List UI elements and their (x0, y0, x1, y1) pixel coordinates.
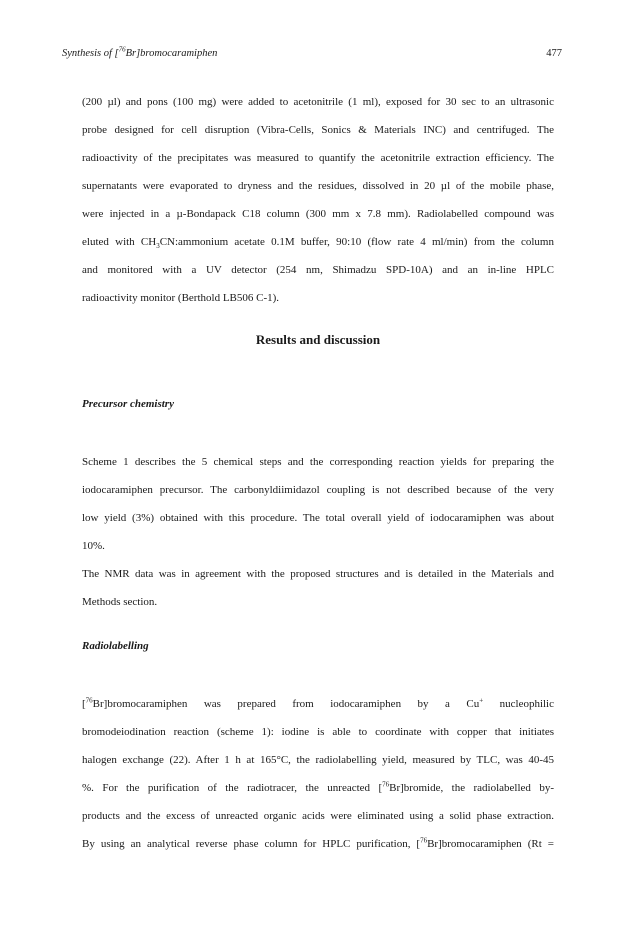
radiolabelling-paragraph (82, 690, 554, 858)
methods-paragraph (82, 88, 554, 312)
text-line: By using an analytical reverse phase column for HPLC purification, [$^{76}$Br]bromocaramiphen (Rt = (82, 836, 555, 850)
precursor-paragraph (82, 448, 554, 616)
subsection-heading-radiolabelling: Radiolabelling (82, 640, 149, 652)
text-line: Methods section. (82, 596, 158, 608)
text-line: low yield (3%) obtained with this procedure. The total overall yield of iodocaramiphen was about (82, 512, 554, 524)
text-line: eluted with $CH_3CN:ammonium$ acetate 0.1M buffer, 90:10 (flow rate 4 ml/min) from the column (82, 236, 554, 251)
subsection-heading-precursor: Precursor chemistry (82, 398, 174, 410)
text-line: halogen exchange (22). After 1 h at 165°C, the radiolabelling yield, measured by TLC, was 40-45 (82, 754, 554, 766)
running-header (62, 45, 562, 64)
text-line: radioactivity monitor (Berthold LB506 C-1). (82, 292, 280, 304)
page-number: 477 (546, 48, 562, 59)
text-line: were injected in a µ-Bondapack C18 column (300 mm x 7.8 mm). Radiolabelled compound was (82, 208, 554, 220)
text-line: bromodeiodination reaction (scheme 1): iodine is able to coordinate with copper that initiates (82, 726, 554, 738)
text-line: probe designed for cell disruption (Vibra-Cells, Sonics & Materials INC) and centrifuged. The (82, 124, 554, 136)
text-line: iodocaramiphen precursor. The carbonyldiimidazol coupling is not described because of the very (82, 484, 554, 496)
text-line: products and the excess of unreacted organic acids were eliminated using a solid phase extraction. (82, 810, 554, 822)
text-line: and monitored with a UV detector (254 nm, Shimadzu SPD-10A) and an in-line HPLC (82, 264, 554, 276)
text-line: radioactivity of the precipitates was measured to quantify the acetonitrile extraction efficiency. The (82, 152, 554, 164)
section-heading: Results and discussion (255, 332, 381, 347)
text-line: %. For the purification of the radiotracer, the unreacted [$^{76}$Br]bromide, the radiolabelled by- (82, 780, 554, 794)
running-title: Synthesis of [$^{76}$Br]bromocaramiphen (62, 45, 218, 59)
text-line: (200 µl) and pons (100 mg) were added to acetonitrile (1 ml), exposed for 30 sec to an ultrasonic (82, 96, 554, 108)
text-line: supernatants were evaporated to dryness and the residues, dissolved in 20 µl of the mobile phase, (82, 180, 554, 192)
text-line: [$^{76}$Br]bromocaramiphen was prepared from iodocaramiphen by a Cu+ nucleophilic (82, 696, 554, 710)
text-line: The NMR data was in agreement with the proposed structures and is detailed in the Materials and (82, 568, 554, 580)
text-line: 10%. (82, 540, 105, 552)
text-line: Scheme 1 describes the 5 chemical steps and the corresponding reaction yields for preparing the (82, 456, 554, 468)
